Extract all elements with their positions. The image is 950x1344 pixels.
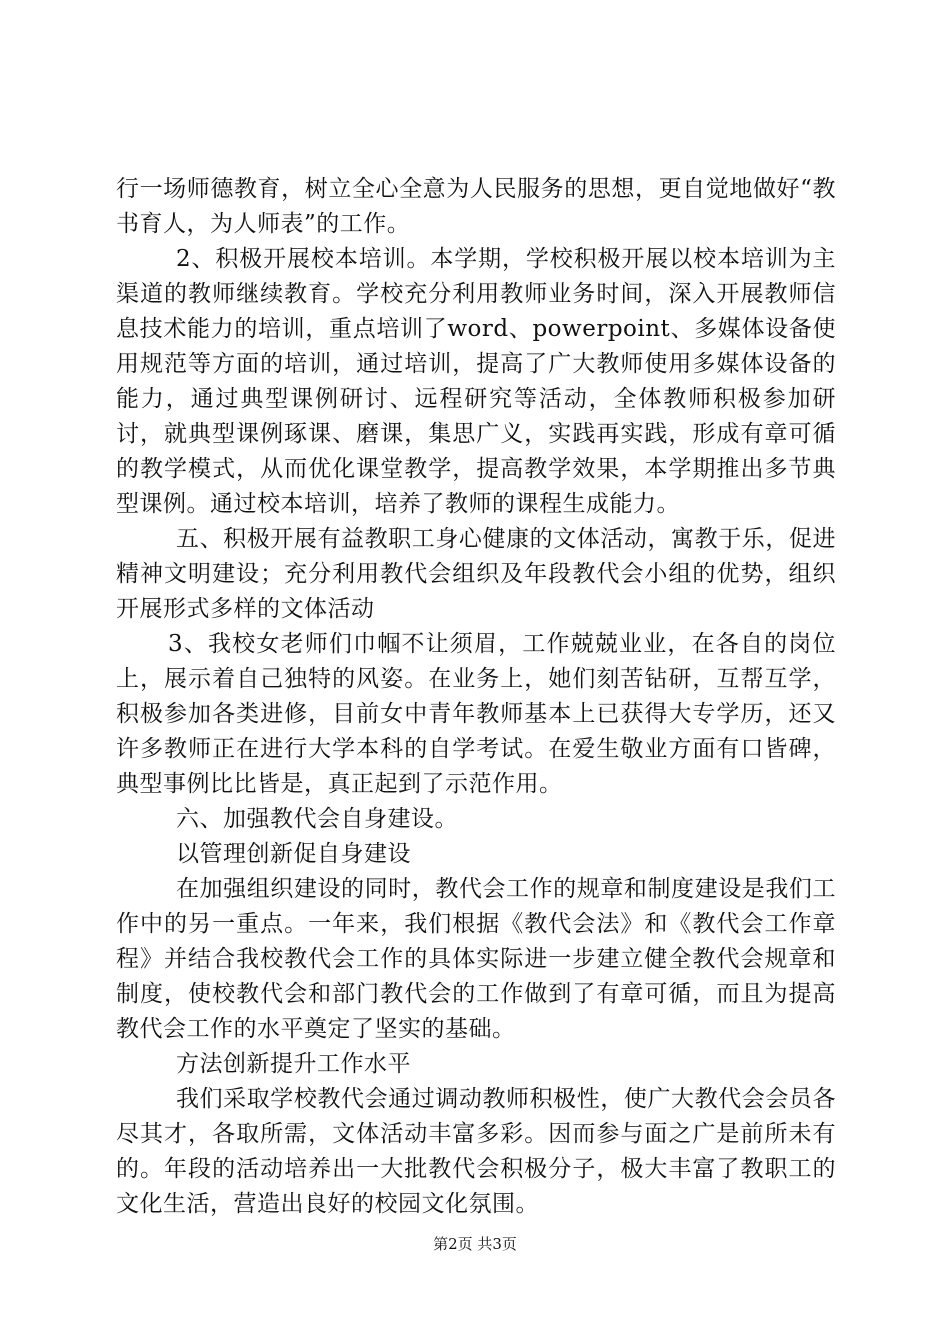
subheading-method: 方法创新提升工作水平: [176, 1051, 411, 1077]
document-body: [116, 172, 836, 1222]
paragraph-6: 我们采取学校教代会通过调动教师积极性，使广大教代会会员各尽其才，各取所需，文体活动丰富多彩。因而参与面之广是前所未有的。年段的活动培养出一大批教代会积极分子，极大丰富了教职工的文化生活，营造出良好的校园文化氛围。: [116, 1086, 836, 1217]
paragraph-1: 行一场师德教育，树立全心全意为人民服务的思想，更自觉地做好“教书育人，为人师表”的工作。: [116, 176, 836, 237]
subheading-management: 以管理创新促自身建设: [176, 841, 411, 867]
paragraph-3: 五、积极开展有益教职工身心健康的文体活动，寓教于乐，促进精神文明建设；充分利用教代会组织及年段教代会小组的优势，组织开展形式多样的文体活动: [116, 526, 836, 622]
page-footer: 第2页 共3页: [433, 1235, 517, 1253]
paragraph-5: 在加强组织建设的同时，教代会工作的规章和制度建设是我们工作中的另一重点。一年来，我们根据《教代会法》和《教代会工作章程》并结合我校教代会工作的具体实际进一步建立健全教代会规章和制度，使校教代会和部门教代会的工作做到了有章可循，而且为提高教代会工作的水平奠定了坚实的基础。: [116, 876, 836, 1042]
section-heading-6: 六、加强教代会自身建设。: [176, 806, 458, 832]
paragraph-2: 2、积极开展校本培训。本学期，学校积极开展以校本培训为主渠道的教师继续教育。学校充分利用教师业务时间，深入开展教师信息技术能力的培训，重点培训了word、powerpoint、多媒体设备使用规范等方面的培训，通过培训，提高了广大教师使用多媒体设备的能力，通过典型课例研讨、远程研究等活动，全体教师积极参加研讨，就典型课例琢课、磨课，集思广义，实践再实践，形成有章可循的教学模式，从而优化课堂教学，提高教学效果，本学期推出多节典型课例。通过校本培训，培养了教师的课程生成能力。: [116, 246, 836, 517]
paragraph-4: 3、我校女老师们巾帼不让须眉，工作兢兢业业，在各自的岗位上，展示着自己独特的风姿。在业务上，她们刻苦钻研，互帮互学，积极参加各类进修，目前女中青年教师基本上已获得大专学历，还又许多教师正在进行大学本科的自学考试。在爱生敬业方面有口皆碑，典型事例比比皆是，真正起到了示范作用。: [116, 631, 836, 797]
